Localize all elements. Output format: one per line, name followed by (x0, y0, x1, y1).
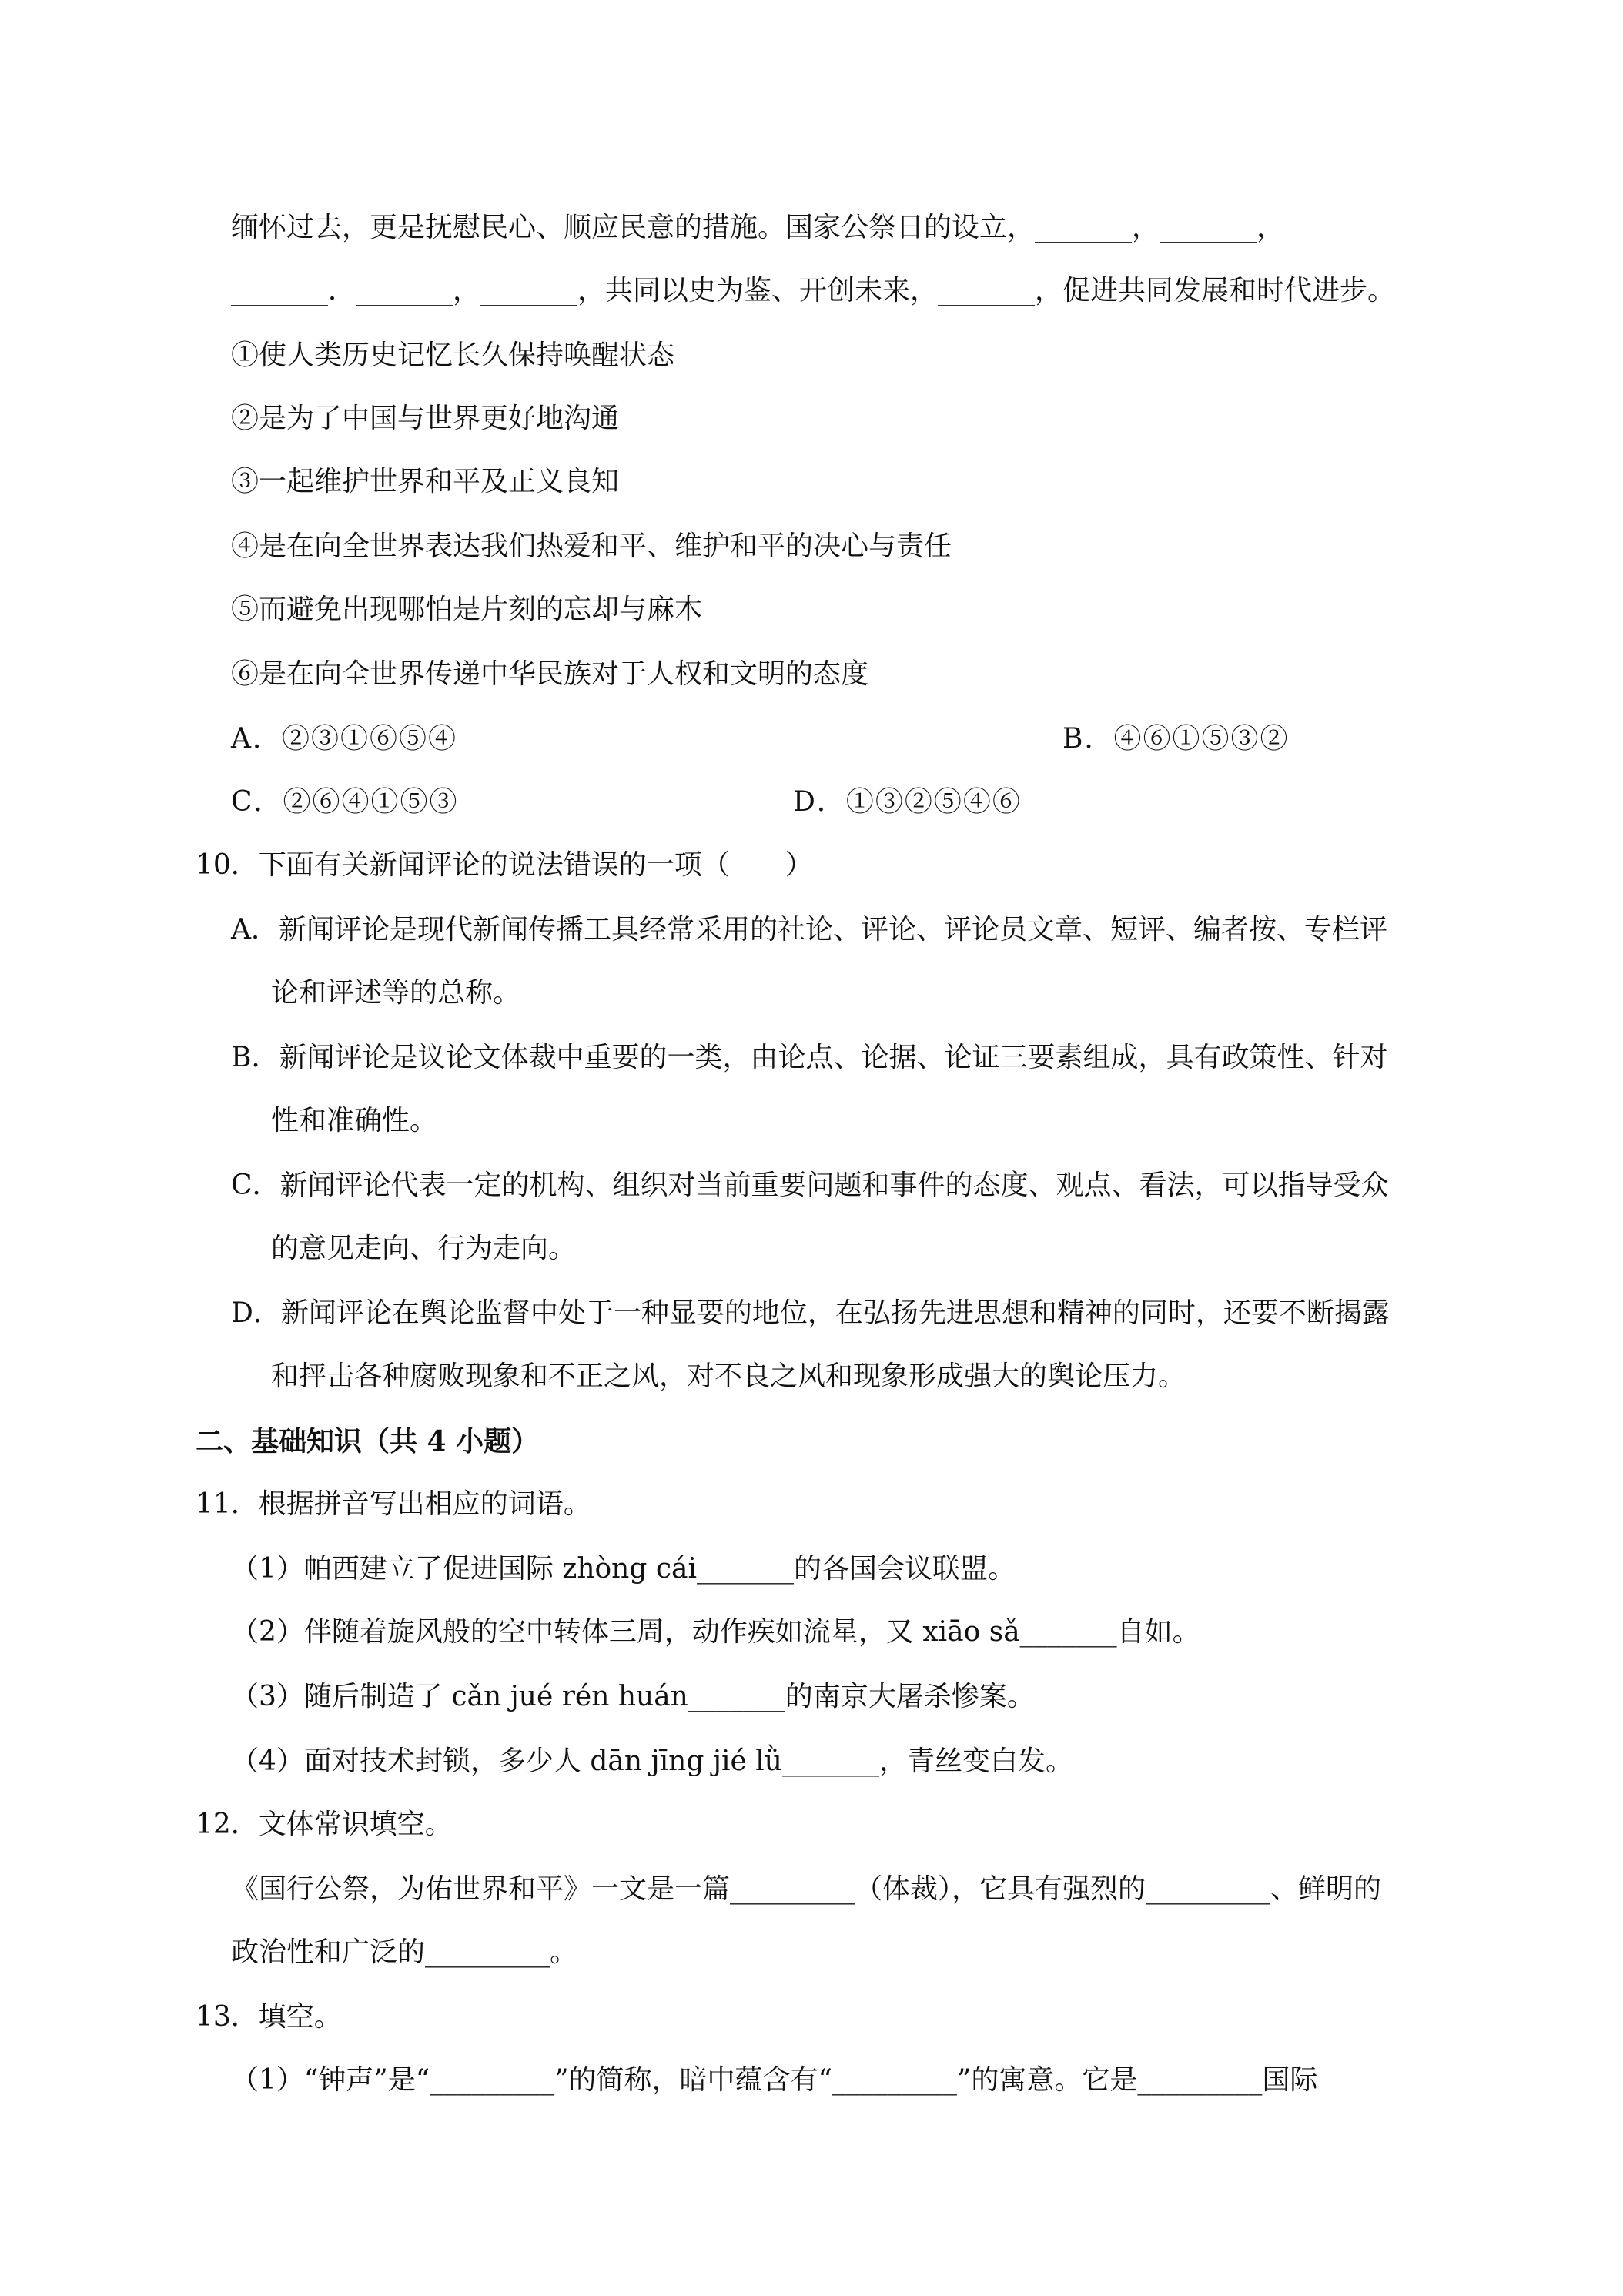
q11-sub-2: （2）伴随着旋风般的空中转体三周，动作疾如流星，又 xiāo sǎ_______自如。 (231, 1616, 1200, 1648)
q11-sub-4: （4）面对技术封锁，多少人 dān jīng jié lǜ_______，青丝变白发。 (231, 1745, 1073, 1777)
q9-stem-line-1: 缅怀过去，更是抚慰民心、顺应民意的措施。国家公祭日的设立，_______，_______， (231, 212, 1285, 243)
q9-item-2: ②是为了中国与世界更好地沟通 (231, 403, 620, 434)
q9-option-b: B．④⑥①⑤③② (1062, 723, 1290, 755)
q10-option-b-line-2: 性和准确性。 (271, 1105, 438, 1136)
q9-item-1: ①使人类历史记忆长久保持唤醒状态 (231, 340, 675, 371)
q10-stem: 10．下面有关新闻评论的说法错误的一项（ ） (196, 849, 813, 881)
q11-stem: 11．根据拼音写出相应的词语。 (196, 1488, 591, 1520)
q10-option-a-line-1: A．新闻评论是现代新闻传播工具经常采用的社论、评论、评论员文章、短评、编者按、专栏评 (231, 914, 1387, 946)
q9-stem-line-2: _______．_______，_______，共同以史为鉴、开创未来，_______，促进共同发展和时代进步。 (231, 275, 1396, 306)
q9-option-d: D．①③②⑤④⑥ (793, 786, 1022, 818)
q13-stem: 13．填空。 (196, 2001, 342, 2033)
q9-item-5: ⑤而避免出现哪怕是片刻的忘却与麻木 (231, 594, 703, 625)
q12-line-2: 政治性和广泛的_________。 (231, 1936, 578, 1968)
q9-item-4: ④是在向全世界表达我们热爱和平、维护和平的决心与责任 (231, 530, 952, 562)
q9-item-6: ⑥是在向全世界传递中华民族对于人权和文明的态度 (231, 658, 869, 690)
q10-option-c-line-2: 的意见走向、行为走向。 (271, 1233, 577, 1264)
q11-sub-1: （1）帕西建立了促进国际 zhòng cái_______的各国会议联盟。 (231, 1553, 1016, 1585)
q10-option-d-line-2: 和抨击各种腐败现象和不正之风，对不良之风和现象形成强大的舆论压力。 (271, 1361, 1186, 1392)
q10-option-a-line-2: 论和评述等的总称。 (271, 977, 521, 1009)
q10-option-c-line-1: C．新闻评论代表一定的机构、组织对当前重要问题和事件的态度、观点、看法，可以指导受众 (231, 1170, 1389, 1201)
q9-item-3: ③一起维护世界和平及正义良知 (231, 466, 620, 497)
q12-stem: 12．文体常识填空。 (196, 1809, 453, 1840)
q10-option-d-line-1: D．新闻评论在舆论监督中处于一种显要的地位，在弘扬先进思想和精神的同时，还要不断揭露 (231, 1297, 1390, 1329)
q13-line-1: （1）“钟声”是“_________”的简称，暗中蕴含有“_________”的寓意。它是_________国际 (231, 2064, 1318, 2096)
q12-line-1: 《国行公祭，为佑世界和平》一文是一篇_________（体裁），它具有强烈的_________、鲜明的 (231, 1873, 1382, 1905)
q9-option-c: C．②⑥④①⑤③ (231, 786, 459, 818)
section-2-title: 二、基础知识（共 4 小题） (196, 1425, 540, 1458)
q10-option-b-line-1: B．新闻评论是议论文体裁中重要的一类，由论点、论据、论证三要素组成，具有政策性、针对 (231, 1042, 1388, 1073)
q11-sub-3: （3）随后制造了 cǎn jué rén huán_______的南京大屠杀惨案。 (231, 1681, 1035, 1712)
q9-option-a: A．②③①⑥⑤④ (231, 723, 457, 755)
